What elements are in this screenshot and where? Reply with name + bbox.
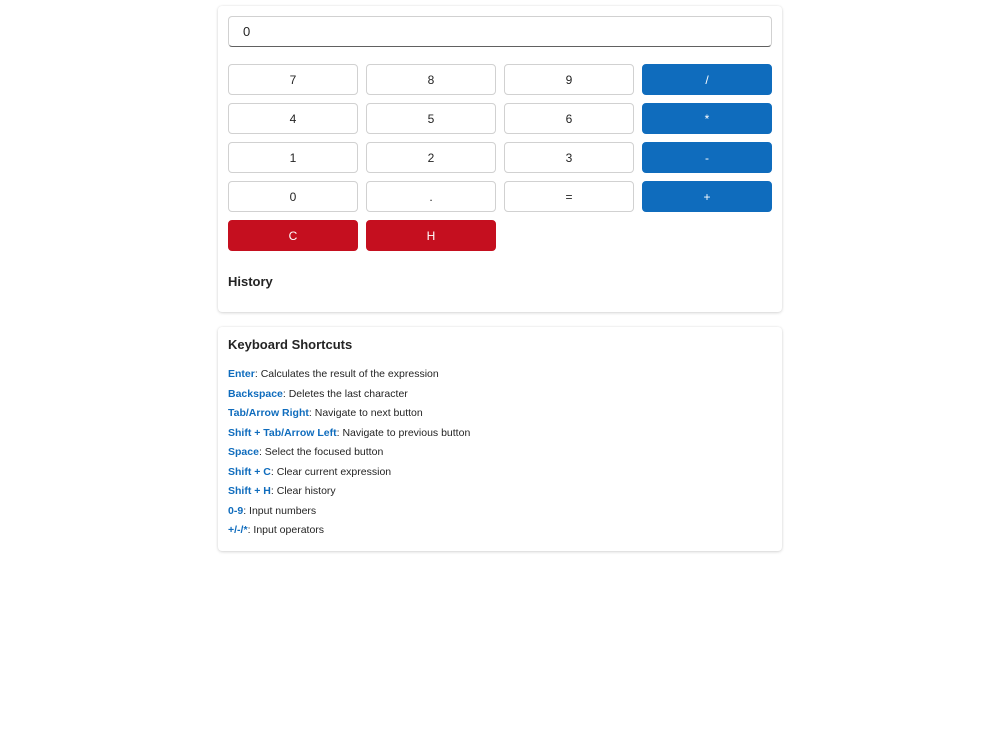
history-heading: History <box>228 274 273 289</box>
shortcut-item <box>228 366 470 386</box>
shortcut-separator: : <box>247 524 254 536</box>
key-1[interactable]: 1 <box>228 142 358 173</box>
calculator-display[interactable] <box>228 16 772 47</box>
calculator-card <box>218 6 782 312</box>
shortcut-key: H <box>263 485 271 497</box>
shortcut-separator: : <box>270 485 277 497</box>
shortcut-plus: + <box>251 485 264 497</box>
shortcut-item <box>228 405 470 425</box>
shortcut-key: Shift <box>228 426 252 439</box>
key-7[interactable]: 7 <box>228 64 358 95</box>
shortcut-key: Tab/Arrow Right <box>228 407 309 419</box>
equals-button[interactable]: = <box>504 181 634 212</box>
shortcut-key: Tab/Arrow Left <box>263 426 337 439</box>
shortcut-description: Input numbers <box>249 504 317 517</box>
shortcut-key: +/-/* <box>228 524 248 536</box>
shortcut-description: Select the focused button <box>264 446 384 458</box>
shortcut-item <box>228 503 470 523</box>
shortcut-list <box>228 366 470 542</box>
subtract-button[interactable]: - <box>642 142 772 173</box>
clear-history-button[interactable]: H <box>366 220 496 251</box>
shortcut-plus: + <box>251 426 264 439</box>
shortcuts-heading: Keyboard Shortcuts <box>228 337 353 352</box>
shortcut-separator: : <box>254 368 261 380</box>
shortcut-key: Enter <box>228 368 255 380</box>
decimal-button[interactable]: . <box>366 181 496 212</box>
key-8[interactable]: 8 <box>366 64 496 95</box>
shortcut-key: Shift <box>228 465 252 478</box>
shortcut-item <box>228 483 470 503</box>
shortcut-item <box>228 425 470 445</box>
shortcut-description: Navigate to next button <box>314 407 423 419</box>
shortcut-key: Space <box>228 446 259 458</box>
key-4[interactable]: 4 <box>228 103 358 134</box>
shortcut-description: Calculates the result of the expression <box>260 368 439 380</box>
clear-button[interactable]: C <box>228 220 358 251</box>
shortcut-separator: : <box>270 465 277 478</box>
shortcut-separator: : <box>336 426 343 439</box>
shortcut-item <box>228 464 470 484</box>
shortcut-item <box>228 444 470 464</box>
shortcut-key: Backspace <box>228 387 283 400</box>
shortcut-item <box>228 522 470 542</box>
shortcut-description: Clear current expression <box>276 465 392 478</box>
shortcut-separator: : <box>308 407 315 419</box>
shortcut-separator: : <box>282 387 289 400</box>
keypad <box>228 64 772 251</box>
key-0[interactable]: 0 <box>228 181 358 212</box>
key-6[interactable]: 6 <box>504 103 634 134</box>
key-5[interactable]: 5 <box>366 103 496 134</box>
shortcut-separator: : <box>243 504 250 517</box>
key-9[interactable]: 9 <box>504 64 634 95</box>
key-2[interactable]: 2 <box>366 142 496 173</box>
shortcut-key: 0-9 <box>228 504 244 517</box>
add-button[interactable]: + <box>642 181 772 212</box>
shortcut-key: C <box>263 465 271 478</box>
shortcut-description: Deletes the last character <box>288 387 408 400</box>
key-3[interactable]: 3 <box>504 142 634 173</box>
shortcut-description: Navigate to previous button <box>342 426 471 439</box>
shortcut-separator: : <box>258 446 265 458</box>
shortcut-description: Input operators <box>253 524 325 536</box>
multiply-button[interactable]: * <box>642 103 772 134</box>
divide-button[interactable]: / <box>642 64 772 95</box>
shortcut-key: Shift <box>228 485 252 497</box>
shortcut-description: Clear history <box>276 485 336 497</box>
shortcut-item <box>228 386 470 406</box>
shortcut-plus: + <box>251 465 264 478</box>
shortcuts-card <box>218 327 782 551</box>
